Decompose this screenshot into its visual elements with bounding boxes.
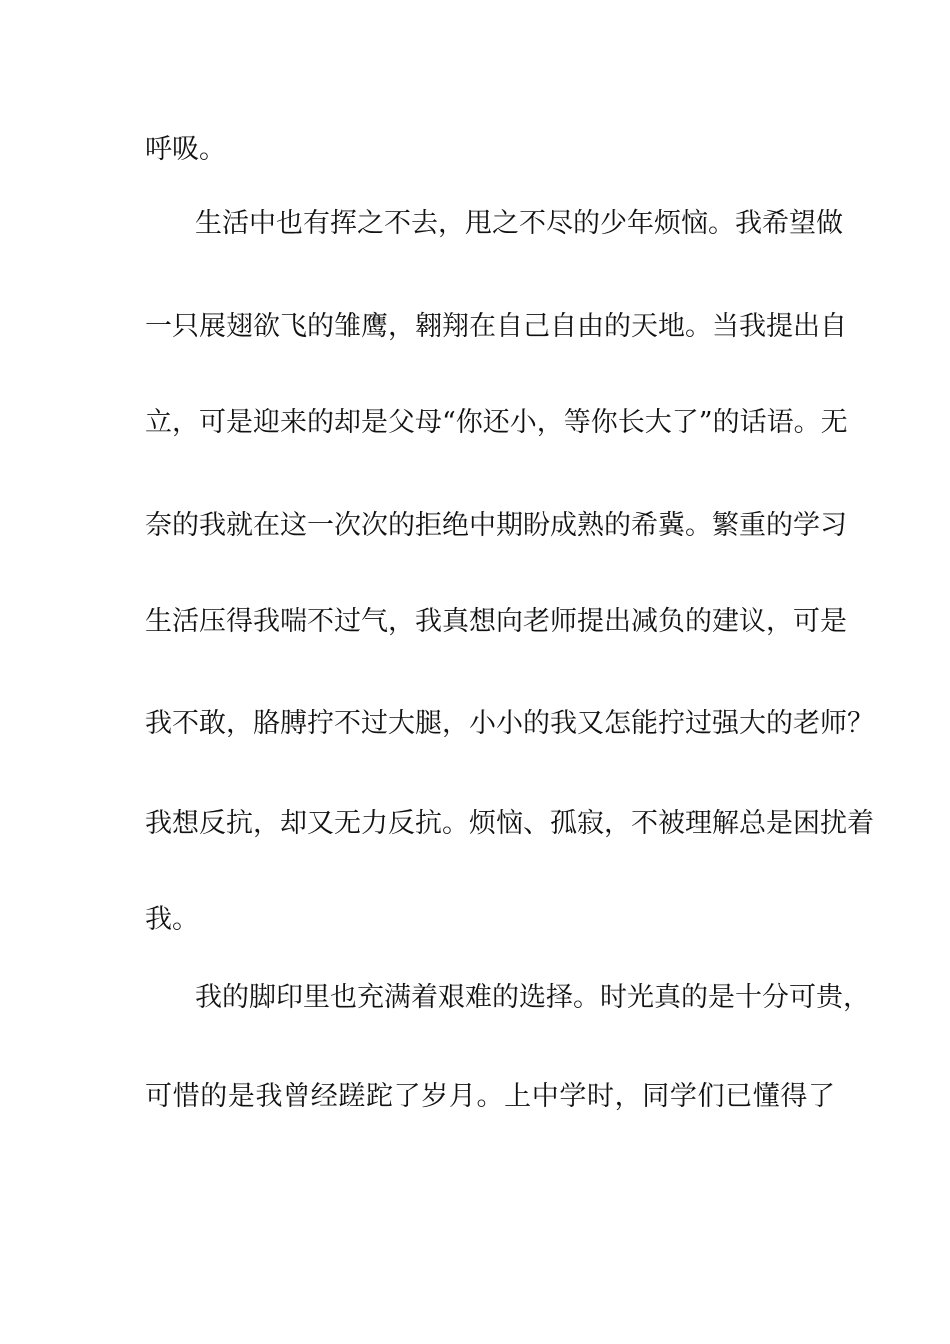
text-line: 一只展翅欲飞的雏鹰，翱翔在自己自由的天地。当我提出自 bbox=[145, 311, 847, 342]
text-line: 奈的我就在这一次次的拒绝中期盼成熟的希冀。繁重的学习 bbox=[145, 510, 847, 541]
text-line: 我。 bbox=[145, 904, 199, 935]
paragraph-start-line: 生活中也有挥之不去，甩之不尽的少年烦恼。我希望做 bbox=[195, 208, 843, 239]
text-line: 我不敢，胳膊拧不过大腿，小小的我又怎能拧过强大的老师？ bbox=[145, 708, 874, 739]
paragraph-start-line: 我的脚印里也充满着艰难的选择。时光真的是十分可贵， bbox=[195, 982, 870, 1013]
text-line: 生活压得我喘不过气，我真想向老师提出减负的建议，可是 bbox=[145, 606, 847, 637]
text-line: 可惜的是我曾经蹉跎了岁月。上中学时，同学们已懂得了 bbox=[145, 1081, 835, 1112]
text-line: 立，可是迎来的却是父母“你还小，等你长大了”的话语。无 bbox=[145, 407, 848, 438]
text-line: 呼吸。 bbox=[145, 134, 226, 165]
text-line: 我想反抗，却又无力反抗。烦恼、孤寂，不被理解总是困扰着 bbox=[145, 808, 874, 839]
